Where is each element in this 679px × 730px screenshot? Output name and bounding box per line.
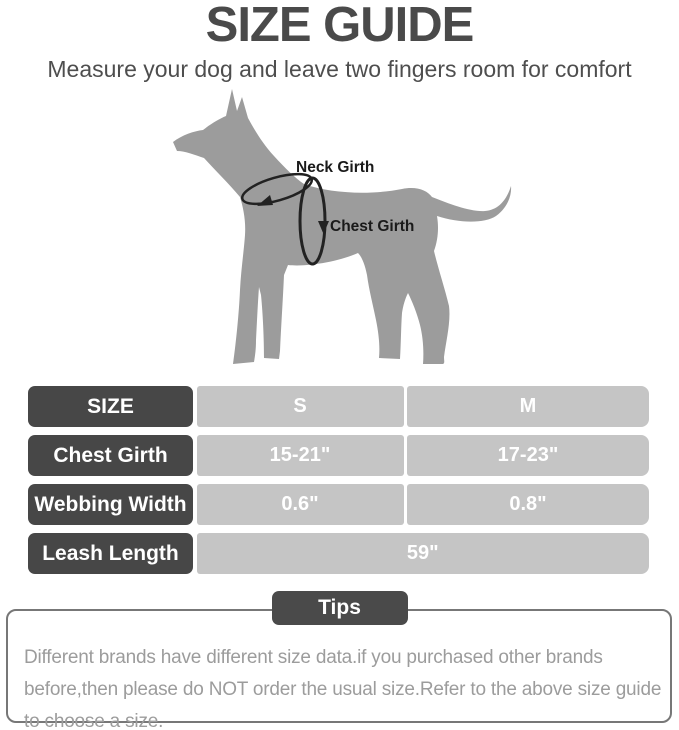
leash-length-value: 59" (197, 533, 650, 574)
neck-girth-label: Neck Girth (296, 159, 375, 176)
table-header-size: SIZE (28, 386, 193, 427)
tips-badge: Tips (272, 591, 408, 625)
dog-measurement-diagram (140, 85, 550, 385)
table-header-col-m: M (407, 386, 649, 427)
table-header-col-s: S (197, 386, 404, 427)
page-title: SIZE GUIDE (205, 0, 474, 52)
size-table (28, 386, 649, 574)
webbing-width-value-s: 0.6" (197, 484, 404, 525)
chest-girth-value-s: 15-21" (197, 435, 404, 476)
chest-girth-value-m: 17-23" (407, 435, 649, 476)
row-label-leash-length: Leash Length (28, 533, 193, 574)
webbing-width-value-m: 0.8" (407, 484, 649, 525)
page-subtitle: Measure your dog and leave two fingers room for comfort (47, 56, 632, 82)
tips-body-text: Different brands have different size data.if you purchased other brands before,then please do NOT order the usual size.Refer to the above size guide to choose a size. (24, 647, 662, 730)
row-label-chest-girth: Chest Girth (28, 435, 193, 476)
row-label-webbing-width: Webbing Width (28, 484, 193, 525)
chest-girth-label: Chest Girth (330, 218, 415, 235)
